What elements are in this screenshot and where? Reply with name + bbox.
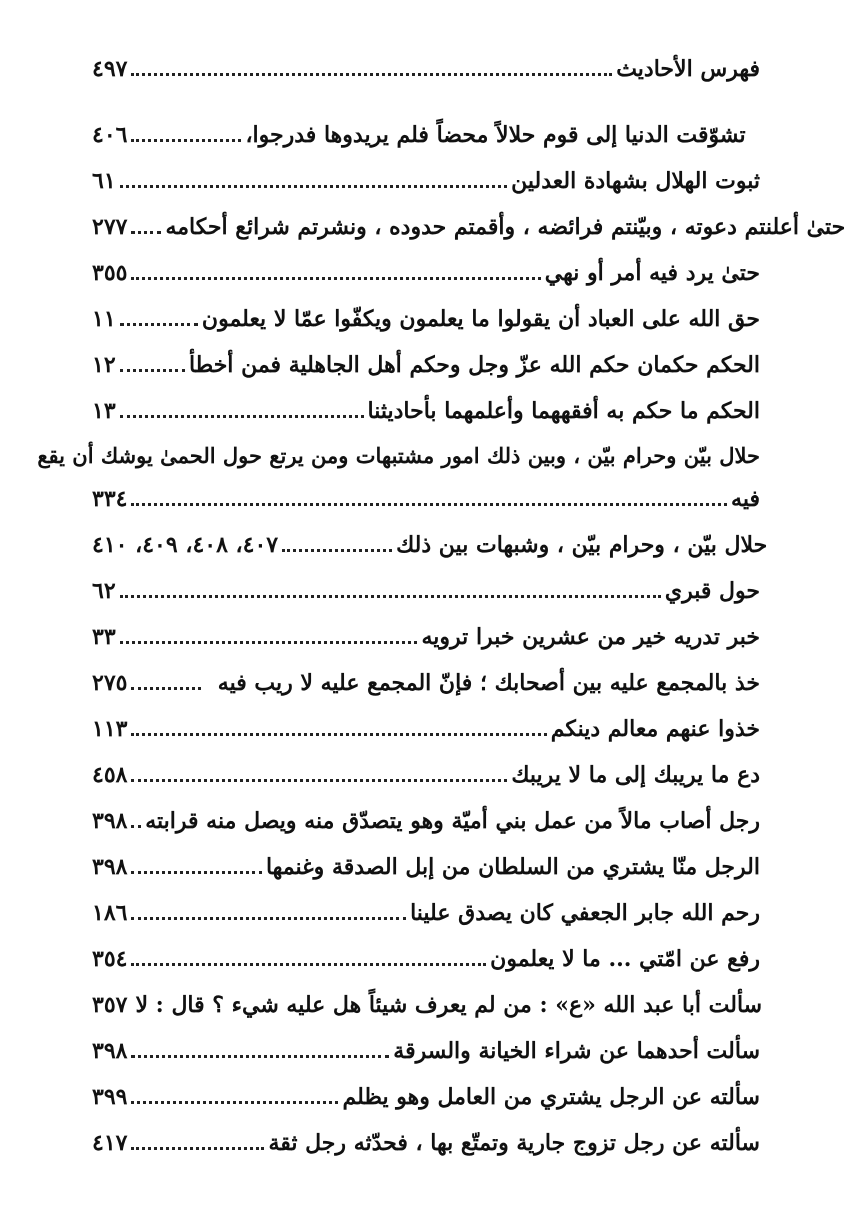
leader-dots	[131, 1129, 264, 1150]
leader-dots	[131, 715, 546, 736]
entry-page-ref: ٣٩٩	[92, 1084, 128, 1110]
leader-dots	[131, 1083, 338, 1104]
leader-dots	[120, 577, 661, 598]
index-entry	[92, 196, 846, 240]
index-entry	[92, 928, 760, 972]
index-entry	[92, 606, 760, 650]
index-entry	[92, 652, 760, 696]
leader-dots	[131, 485, 727, 506]
entry-text: الحكم ما حكم به أفقههما وأعلمهما بأحاديثنا	[367, 398, 760, 424]
index-entry	[92, 790, 760, 834]
entry-text: حق الله على العباد أن يقولوا ما يعلمون ويكفّوا عمّا لا يعلمون	[201, 306, 760, 332]
entry-page-ref: ٦٢	[92, 578, 116, 604]
entry-text-continuation: فيه	[731, 486, 760, 512]
page-title: فهرس الأحاديث	[616, 56, 760, 82]
leader-dots	[131, 121, 241, 142]
entry-text: حتىٰ أعلنتم دعوته ، وبيّنتم فرائضه ، وأقمتم حدوده ، ونشرتم شرائع أحكامه	[165, 214, 846, 240]
entry-page-ref: ٤٠٧، ٤٠٨، ٤٠٩، ٤١٠	[92, 532, 279, 558]
entry-page-ref: ٣٥٥	[92, 260, 128, 286]
entry-page-ref: ٣٩٨	[92, 808, 128, 834]
entry-text: دع ما يريبك إلى ما لا يريبك	[511, 762, 760, 788]
leader-dots	[131, 259, 540, 280]
entry-text: حلال بيّن وحرام بيّن ، وبين ذلك امور مشتبهات ومن يرتع حول الحمىٰ يوشك أن يقع	[37, 443, 760, 468]
entry-page-ref: ٢٧٥	[92, 670, 128, 696]
entry-page-ref: ٣٥٧	[92, 992, 128, 1018]
entry-text: رفع عن امّتي ... ما لا يعلمون	[490, 946, 760, 972]
leader-dots	[131, 1037, 389, 1058]
leader-dots	[282, 531, 392, 552]
entry-page-ref: ١٢	[92, 352, 116, 378]
index-entry	[92, 882, 760, 926]
leader-dots	[120, 167, 507, 188]
entry-page-ref: ١٨٦	[92, 900, 128, 926]
entry-page-ref: ١١٣	[92, 716, 128, 742]
entry-page-ref: ١١	[92, 306, 116, 332]
index-entry	[92, 334, 760, 378]
entry-page-ref: ٤٥٨	[92, 762, 128, 788]
entry-page-ref: ٣٩٨	[92, 854, 128, 880]
leader-dots	[131, 807, 141, 828]
leader-dots	[131, 945, 486, 966]
entry-text: رحم الله جابر الجعفي كان يصدق علينا	[410, 900, 760, 926]
entry-text: سألته عن الرجل يشتري من العامل وهو يظلم	[342, 1084, 760, 1110]
entry-text: سألت أحدهما عن شراء الخيانة والسرقة	[393, 1038, 760, 1064]
leader-dots	[131, 55, 612, 76]
index-entry	[92, 514, 768, 558]
entry-page-ref: ٦١	[92, 168, 116, 194]
entry-page-ref: ٣٣٤	[92, 486, 128, 512]
page-number: ٤٩٧	[92, 56, 128, 82]
index-entry	[92, 150, 760, 194]
index-entry	[92, 560, 760, 604]
entry-text: تشوّقت الدنيا إلى قوم حلالاً محضاً فلم يريدوها فدرجوا،	[245, 122, 746, 148]
page-header	[92, 42, 760, 82]
index-entry	[92, 1066, 760, 1110]
entry-text: ثبوت الهلال بشهادة العدلين	[511, 168, 760, 194]
index-entry	[37, 424, 760, 468]
entry-text: حول قبري	[664, 578, 760, 604]
entry-page-ref: ٤١٧	[92, 1130, 128, 1156]
entry-page-ref: ١٣	[92, 398, 116, 424]
index-entry	[92, 698, 760, 742]
entry-text: خذوا عنهم معالم دينكم	[550, 716, 760, 742]
index-entry	[92, 104, 760, 148]
index-entry	[92, 1020, 760, 1064]
leader-dots	[131, 669, 201, 690]
index-entry	[92, 380, 760, 424]
index-entry	[92, 744, 760, 788]
index-entry-continuation	[92, 468, 760, 512]
entry-text: الرجل منّا يشتري من السلطان من إبل الصدقة وغنمها	[265, 854, 760, 880]
entry-page-ref: ٢٧٧	[92, 214, 128, 240]
entry-text: خذ بالمجمع عليه بين أصحابك ؛ فإنّ المجمع عليه لا ريب فيه	[217, 670, 760, 696]
leader-dots	[131, 761, 507, 782]
leader-dots	[120, 623, 418, 644]
entry-text: الحكم حكمان حكم الله عزّ وجل وحكم أهل الجاهلية فمن أخطأ	[188, 352, 760, 378]
leader-dots	[131, 853, 262, 874]
leader-dots	[131, 213, 161, 234]
entry-page-ref: ٣٣	[92, 624, 116, 650]
entry-text: رجل أصاب مالاً من عمل بني أميّة وهو يتصدّق منه ويصل منه قرابته	[145, 808, 760, 834]
index-entry	[92, 974, 763, 1018]
entry-text: سألته عن رجل تزوج جارية وتمتّع بها ، فحدّثه رجل ثقة	[268, 1130, 760, 1156]
index-entry	[92, 1112, 760, 1156]
entry-text: خبر تدريه خير من عشرين خبرا ترويه	[421, 624, 760, 650]
leader-dots	[120, 397, 364, 418]
index-entry	[92, 242, 760, 286]
entry-page-ref: ٣٥٤	[92, 946, 128, 972]
entry-text: حتىٰ يرد فيه أمر أو نهي	[544, 260, 760, 286]
leader-dots	[120, 305, 198, 326]
entry-page-ref: ٤٠٦	[92, 122, 128, 148]
entry-page-ref: ٣٩٨	[92, 1038, 128, 1064]
entry-text: سألت أبا عبد الله «ع» : من لم يعرف شيئاً هل عليه شيء ؟ قال : لا	[135, 992, 763, 1018]
index-entry	[92, 836, 760, 880]
leader-dots	[120, 351, 185, 372]
index-entry	[92, 288, 760, 332]
entry-text: حلال بيّن ، وحرام بيّن ، وشبهات بين ذلك	[396, 532, 768, 558]
leader-dots	[131, 899, 406, 920]
